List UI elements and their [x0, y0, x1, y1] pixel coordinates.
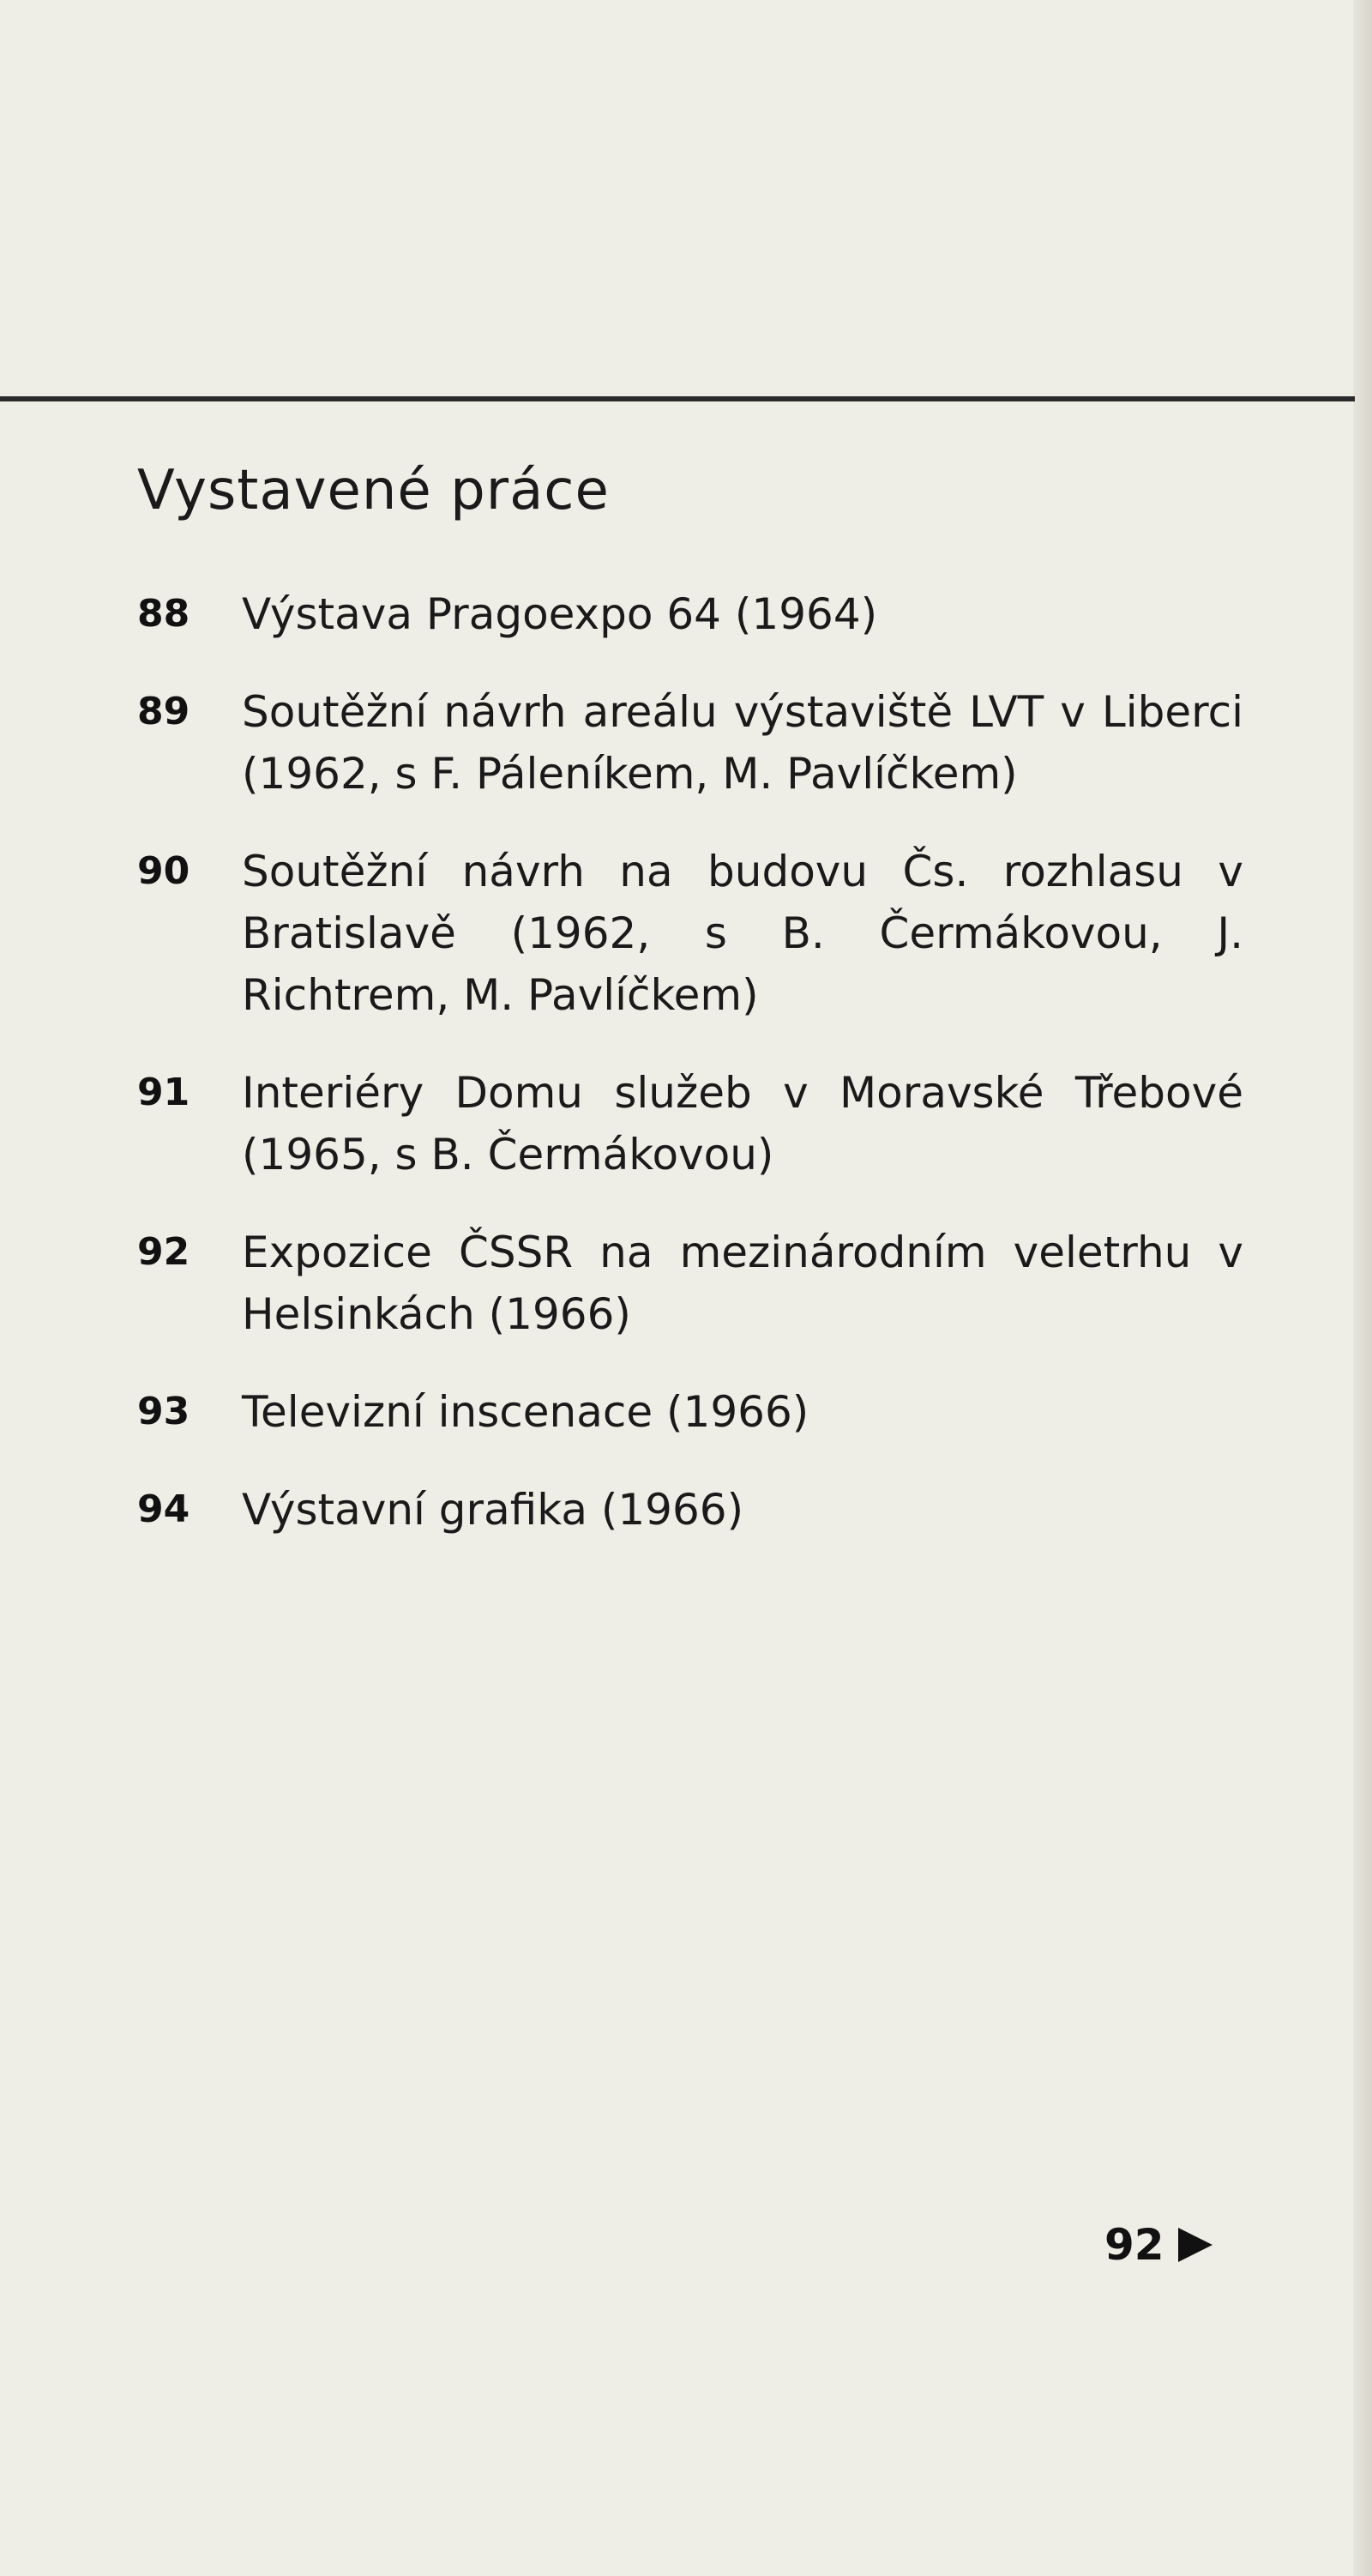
entry-number: 89 [137, 690, 190, 733]
entry-number: 90 [137, 849, 190, 893]
entry-number: 88 [137, 592, 190, 636]
entry-number: 93 [137, 1390, 190, 1433]
list-item [137, 1222, 1243, 1345]
entry-text: Soutěžní návrh na budovu Čs. rozhlasu v Bratislavě (1962, s B. Čermákovou, J. Richtrem, M. Pavlíčkem) [242, 847, 1243, 1020]
page-number: 92 [1104, 2220, 1164, 2270]
entry-text: Soutěžní návrh areálu výstaviště LVT v Liberci (1962, s F. Páleníkem, M. Pavlíčkem) [242, 687, 1243, 799]
entry-text: Televizní inscenace (1966) [242, 1387, 809, 1437]
page-footer [1104, 2220, 1213, 2270]
entry-number: 91 [137, 1071, 190, 1114]
list-item [137, 841, 1243, 1026]
entry-text: Výstava Pragoexpo 64 (1964) [242, 589, 878, 639]
list-item [137, 1062, 1243, 1185]
top-rule [0, 396, 1355, 401]
entry-text: Interiéry Domu služeb v Moravské Třebové (1965, s B. Čermákovou) [242, 1068, 1243, 1179]
entry-number: 94 [137, 1487, 190, 1531]
section-title: Vystavené práce [137, 459, 610, 522]
entry-number: 92 [137, 1230, 190, 1274]
entry-text: Výstavní grafika (1966) [242, 1485, 744, 1535]
entry-text: Expozice ČSSR na mezinárodním veletrhu v Helsinkách (1966) [242, 1228, 1243, 1339]
right-triangle-arrow-icon [1178, 2228, 1213, 2262]
list-item [137, 583, 1243, 645]
list-item [137, 1479, 1243, 1541]
list-item [137, 1381, 1243, 1443]
works-list [137, 583, 1243, 1577]
page-edge [1353, 0, 1372, 2576]
list-item [137, 681, 1243, 805]
